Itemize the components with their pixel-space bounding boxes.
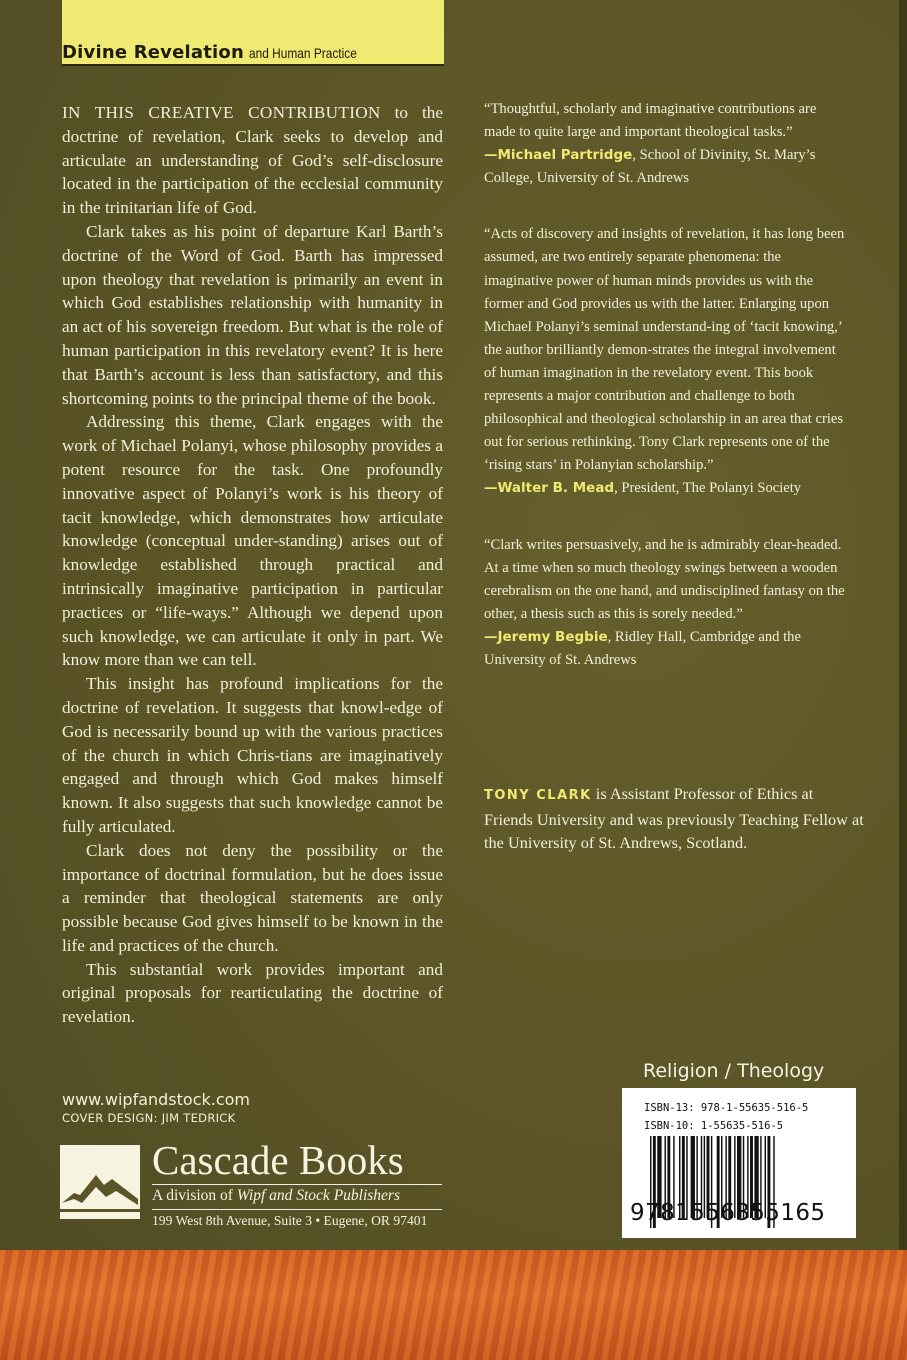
description-paragraph: This substantial work provides important and original proposals for rearticulating the doctrine of revelation.	[62, 959, 443, 1027]
category-label: Religion / Theology	[643, 1060, 825, 1082]
publisher-division: A division of Wipf and Stock Publishers	[152, 1187, 400, 1204]
description-paragraph: Clark takes as his point of departure Karl Barth’s doctrine of the Word of God. Barth has impressed upon theology that revelation is primarily an event in which God establishes relationship with humanity in an act of his sovereign freedom. But what is the role of human participation in this revelatory event? It is here that Barth’s account is less than satisfactory, and this shortcoming points to the principal theme of the book.	[62, 221, 443, 408]
barcode-digits: 9781556355165	[630, 1200, 826, 1226]
description-paragraph: IN THIS CREATIVE CONTRIBUTION to the doctrine of revelation, Clark seeks to develop and articulate an understanding of God’s self-disclosure located in the participation of the ecclesial community in the trinitarian life of God.	[62, 103, 443, 218]
orange-artwork-band	[0, 1250, 907, 1360]
endorser-name: —Walter B. Mead	[484, 480, 615, 497]
author-name: TONY CLARK	[484, 788, 592, 803]
endorser-name: —Michael Partridge	[484, 147, 633, 164]
endorsement: “Clark writes persuasively, and he is admirably clear-headed. At a time when so much theology swings between a wooden cerebralism on the one hand, and undisciplined fantasy on the other, a thesis such as this is sorely needed.” —Jeremy Begbie, Ridley Hall, Cambridge and the University of St. Andrews	[484, 536, 845, 668]
isbn-13: ISBN-13: 978-1-55635-516-5	[644, 1102, 809, 1114]
description-paragraph: Clark does not deny the possibility or the importance of doctrinal formulation, but he does issue a reminder that theological statements are only possible because God gives himself to be known in the life and practices of the church.	[62, 840, 443, 955]
isbn-10: ISBN-10: 1-55635-516-5	[644, 1120, 784, 1132]
endorsement: “Thoughtful, scholarly and imaginative contributions are made to quite large and important theological tasks.” —Michael Partridge, School of Divinity, St. Mary’s College, University of St. Andrews	[484, 101, 817, 187]
publisher-block	[152, 1138, 442, 1229]
website-link[interactable]: www.wipfandstock.com	[62, 1090, 251, 1109]
description-paragraph: This insight has profound implications for the doctrine of revelation. It suggests that knowl-edge of God is necessarily bound up with the various practices of the church in which Chris-tians are imaginatively engaged and through which God makes himself known. It also suggests that such knowledge cannot be fully articulated.	[62, 674, 443, 836]
mountain-logo-icon	[60, 1145, 140, 1219]
publisher-name: Cascade Books	[152, 1137, 404, 1183]
barcode	[622, 1088, 856, 1238]
book-description	[62, 101, 443, 1029]
cover-design-credit: COVER DESIGN: JIM TEDRICK	[62, 1111, 236, 1125]
title-main: Divine Revelation	[62, 42, 244, 63]
publisher-address: 199 West 8th Avenue, Suite 3 • Eugene, OR 97401	[152, 1213, 428, 1228]
endorser-name: —Jeremy Begbie	[484, 628, 608, 645]
endorsement: “Acts of discovery and insights of revelation, it has long been assumed, are two entirely separate phenomena: the imaginative power of human minds provides us with the former and God provides us with the latter. Enlarging upon Michael Polanyi’s seminal understand-ing of ‘tacit knowing,’ the author brilliantly demon-strates the integral involvement of human imagination in the revelatory event. This book represents a major contribution and challenge to both philosophical and theological scholarship in an area that cries out for serious rethinking. Tony Clark represents one of the ‘rising stars’ in Polanyian scholarship.” —Walter B. Mead, President, The Polanyi Society	[484, 226, 845, 497]
description-paragraph: Addressing this theme, Clark engages with the work of Michael Polanyi, whose philosophy provides a potent resource for the task. One profoundly innovative aspect of Polanyi’s work is his theory of tacit knowledge, which demonstrates how articulate knowledge (conceptual under-standing) arises out of knowledge established through practical and intrinsically imaginative participation in particular practices or “life-ways.” Although we depend upon such knowledge, we can articulate it only in part. We know more than we can tell.	[62, 412, 443, 670]
description-lead: IN THIS CREATIVE CONTRIBUTION	[62, 103, 381, 122]
title-sub: and Human Practice	[249, 45, 357, 61]
series-title	[62, 42, 376, 63]
spine-edge	[899, 0, 907, 1250]
author-bio: TONY CLARK is Assistant Professor of Ethics at Friends University and was previously Teaching Fellow at the University of St. Andrews, Scotland.	[484, 784, 864, 852]
endorsements	[484, 98, 846, 695]
